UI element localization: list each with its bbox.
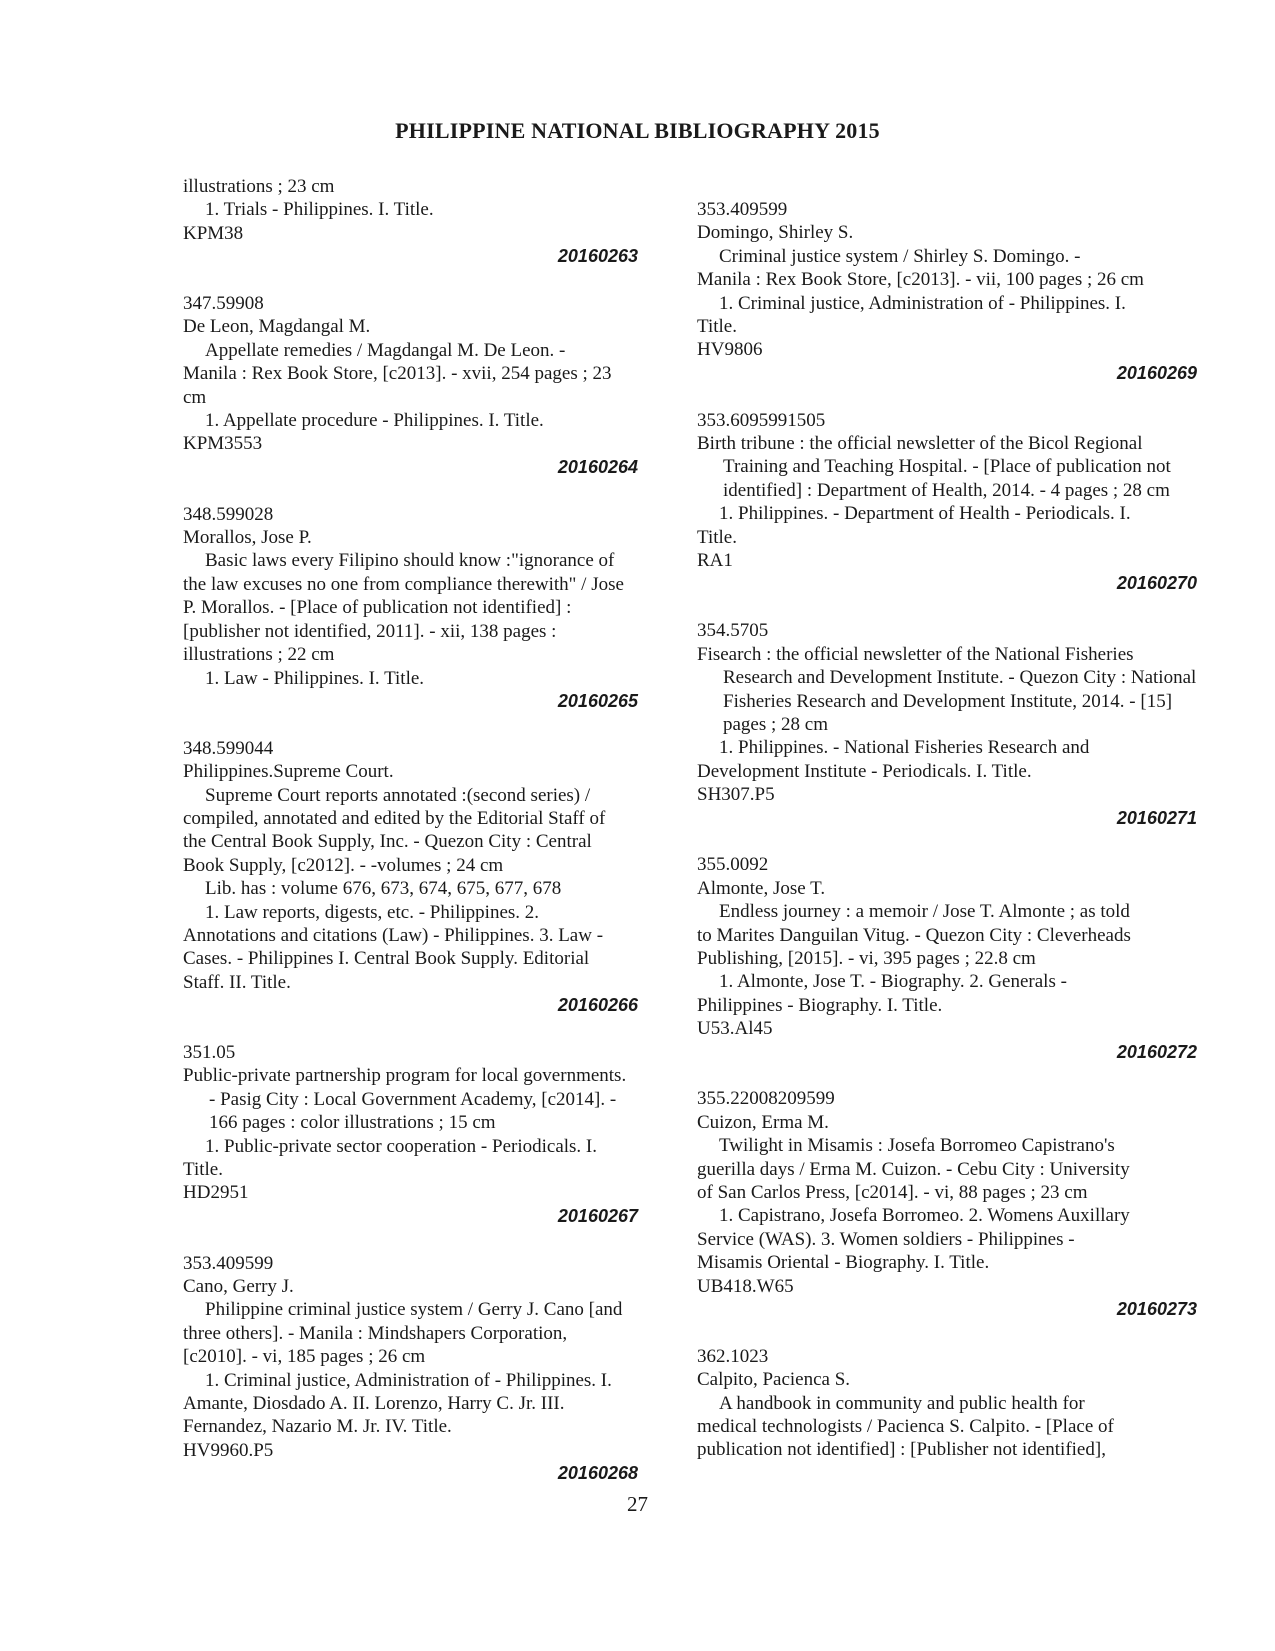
subjects-line: Annotations and citations (Law) - Philippines. 3. Law - <box>183 924 604 946</box>
dewey-number: 355.22008209599 <box>697 1088 835 1110</box>
subjects-line: Fernandez, Nazario M. Jr. IV. Title. <box>183 1416 452 1438</box>
subjects-line: Service (WAS). 3. Women soldiers - Philippines - <box>697 1228 1075 1250</box>
entry-partial <box>697 1345 1197 1462</box>
subjects-line: 1. Law - Philippines. I. Title. <box>205 667 425 689</box>
control-number: 20160269 <box>1116 362 1197 383</box>
publication-line: P. Morallos. - [Place of publication not identified] : <box>183 597 572 619</box>
publication-line: three others]. - Manila : Mindshapers Corporation, <box>183 1322 568 1344</box>
publication-line: guerilla days / Erma M. Cuizon. - Cebu City : University <box>697 1158 1130 1180</box>
publication-line: publication not identified] : [Publisher not identified], <box>697 1439 1106 1461</box>
call-number: HV9960.P5 <box>183 1439 274 1461</box>
subjects-line: 1. Almonte, Jose T. - Biography. 2. Generals - <box>719 971 1067 993</box>
call-number: KPM38 <box>183 222 244 244</box>
control-number: 20160272 <box>1116 1041 1197 1062</box>
dewey-number: 353.409599 <box>697 199 788 220</box>
page-number: 27 <box>627 1492 648 1516</box>
dewey-number: 354.5705 <box>697 620 769 642</box>
control-number: 20160267 <box>557 1205 638 1226</box>
title-block: Fisearch : the official newsletter of the National Fisheries Research and Development Institute. - Quezon City : National Fisheries Research and Development Institute, 2014. - [15] pages ; 28 cm <box>697 643 1197 735</box>
publication-line: medical technologists / Pacienca S. Calpito. - [Place of <box>697 1416 1114 1438</box>
title-line: Criminal justice system / Shirley S. Domingo. - <box>719 245 1081 267</box>
title-line: Philippine criminal justice system / Gerry J. Cano [and <box>205 1299 623 1321</box>
subjects-line: 1. Public-private sector cooperation - Periodicals. I. <box>205 1135 598 1157</box>
entry-20160269 <box>697 198 1197 385</box>
subjects-line: Philippines - Biography. I. Title. <box>697 994 943 1016</box>
control-number: 20160264 <box>557 456 638 477</box>
publication-line: the Central Book Supply, Inc. - Quezon City : Central <box>183 831 592 853</box>
author: Cuizon, Erma M. <box>697 1111 829 1133</box>
subjects-line: Title. <box>697 316 737 338</box>
author: Almonte, Jose T. <box>697 877 826 899</box>
subjects-line: 1. Appellate procedure - Philippines. I. Title. <box>205 410 544 432</box>
call-number: KPM3553 <box>183 433 263 455</box>
title-line: Appellate remedies / Magdangal M. De Leon. - <box>205 339 566 361</box>
holdings-note: Lib. has : volume 676, 673, 674, 675, 677, 678 <box>205 878 562 900</box>
author: Cano, Gerry J. <box>183 1276 294 1298</box>
call-number: HD2951 <box>183 1182 249 1204</box>
title-line: Basic laws every Filipino should know :"ignorance of <box>205 550 615 572</box>
entry-20160270 <box>697 409 1197 596</box>
title-line: A handbook in community and public health for <box>719 1392 1085 1414</box>
publication-line: [c2010]. - vi, 185 pages ; 26 cm <box>183 1346 426 1368</box>
subjects-line: 1. Criminal justice, Administration of - Philippines. I. <box>719 292 1126 314</box>
subjects-line: Misamis Oriental - Biography. I. Title. <box>697 1252 990 1274</box>
subjects-line: 1. Law reports, digests, etc. - Philippines. 2. <box>205 901 540 923</box>
entry-20160267 <box>183 1041 638 1228</box>
subjects-line: Cases. - Philippines I. Central Book Supply. Editorial <box>183 948 590 970</box>
page-title: PHILIPPINE NATIONAL BIBLIOGRAPHY 2015 <box>395 118 880 143</box>
author: Domingo, Shirley S. <box>697 222 854 244</box>
left-column <box>183 175 638 1486</box>
control-number: 20160265 <box>557 690 638 711</box>
dewey-number: 355.0092 <box>697 854 769 876</box>
subjects-line: 1. Trials - Philippines. I. Title. <box>205 199 434 221</box>
dewey-number: 353.409599 <box>183 1252 274 1274</box>
control-number: 20160270 <box>1116 573 1197 594</box>
dewey-number: 362.1023 <box>697 1345 769 1367</box>
author: De Leon, Magdangal M. <box>183 316 371 338</box>
subjects-line: Title. <box>697 526 737 548</box>
title-line: compiled, annotated and edited by the Editorial Staff of <box>183 807 606 829</box>
publication-line: to Marites Danguilan Vitug. - Quezon City : Cleverheads <box>697 924 1131 946</box>
author: Calpito, Pacienca S. <box>697 1369 851 1391</box>
entry-20160272 <box>697 853 1197 1064</box>
publication-line: cm <box>183 386 207 408</box>
subjects-line: 1. Philippines. - National Fisheries Research and <box>719 737 1090 759</box>
control-number: 20160268 <box>557 1463 638 1484</box>
call-number: HV9806 <box>697 339 763 361</box>
control-number: 20160271 <box>1116 807 1197 828</box>
title-line: Supreme Court reports annotated :(second series) / <box>205 784 591 806</box>
subjects-line: 1. Capistrano, Josefa Borromeo. 2. Womens Auxillary <box>719 1205 1130 1227</box>
entry-20160273 <box>697 1087 1197 1321</box>
dewey-number: 348.599044 <box>183 737 274 759</box>
dewey-number: 348.599028 <box>183 503 274 525</box>
subjects-line: Staff. II. Title. <box>183 971 291 993</box>
publication-line: 166 pages : color illustrations ; 15 cm <box>209 1112 496 1134</box>
author: Philippines.Supreme Court. <box>183 761 394 783</box>
control-number: 20160273 <box>1116 1299 1197 1320</box>
call-number: RA1 <box>697 550 733 572</box>
right-column <box>697 198 1197 1462</box>
call-number: UB418.W65 <box>697 1275 794 1297</box>
entry-continued <box>183 175 638 269</box>
title-line: Public-private partnership program for local governments. <box>183 1065 627 1087</box>
description-line: illustrations ; 23 cm <box>183 176 335 197</box>
title-line: Twilight in Misamis : Josefa Borromeo Capistrano's <box>719 1135 1115 1157</box>
title-line: Endless journey : a memoir / Jose T. Almonte ; as told <box>719 901 1130 923</box>
publication-line: of San Carlos Press, [c2014]. - vi, 88 pages ; 23 cm <box>697 1182 1088 1203</box>
entry-20160266 <box>183 737 638 1018</box>
control-number: 20160263 <box>557 246 638 267</box>
entry-20160265 <box>183 503 638 714</box>
title-block: Birth tribune : the official newsletter of the Bicol Regional Training and Teaching Hospital. - [Place of publication not identified] : Department of Health, 2014. - 4 pages ; 28 cm <box>697 433 1171 501</box>
dewey-number: 351.05 <box>183 1041 236 1063</box>
entry-20160264 <box>183 292 638 479</box>
subjects-line: Amante, Diosdado A. II. Lorenzo, Harry C. Jr. III. <box>183 1393 565 1415</box>
dewey-number: 347.59908 <box>183 293 264 315</box>
dewey-number: 353.6095991505 <box>697 409 826 431</box>
publication-line: illustrations ; 22 cm <box>183 644 335 666</box>
subjects-line: 1. Criminal justice, Administration of - Philippines. I. <box>205 1369 612 1391</box>
publication-line: Book Supply, [c2012]. - -volumes ; 24 cm <box>183 854 504 876</box>
call-number: U53.Al45 <box>697 1018 773 1040</box>
entry-20160268 <box>183 1252 638 1486</box>
subjects-line: Development Institute - Periodicals. I. Title. <box>697 760 1032 782</box>
subjects-line: 1. Philippines. - Department of Health - Periodicals. I. <box>719 503 1131 525</box>
publication-line: [publisher not identified, 2011]. - xii, 138 pages : <box>183 620 557 642</box>
title-line: the law excuses no one from compliance therewith" / Jose <box>183 573 624 595</box>
subjects-line: Title. <box>183 1159 223 1180</box>
control-number: 20160266 <box>557 995 638 1016</box>
entry-20160271 <box>697 619 1197 830</box>
publication-line: Manila : Rex Book Store, [c2013]. - vii, 100 pages ; 26 cm <box>697 269 1144 291</box>
author: Morallos, Jose P. <box>183 527 312 549</box>
publication-line: Publishing, [2015]. - vi, 395 pages ; 22.8 cm <box>697 947 1036 969</box>
call-number: SH307.P5 <box>697 784 775 806</box>
publication-line: - Pasig City : Local Government Academy, [c2014]. - <box>209 1088 617 1110</box>
publication-line: Manila : Rex Book Store, [c2013]. - xvii, 254 pages ; 23 <box>183 363 612 385</box>
